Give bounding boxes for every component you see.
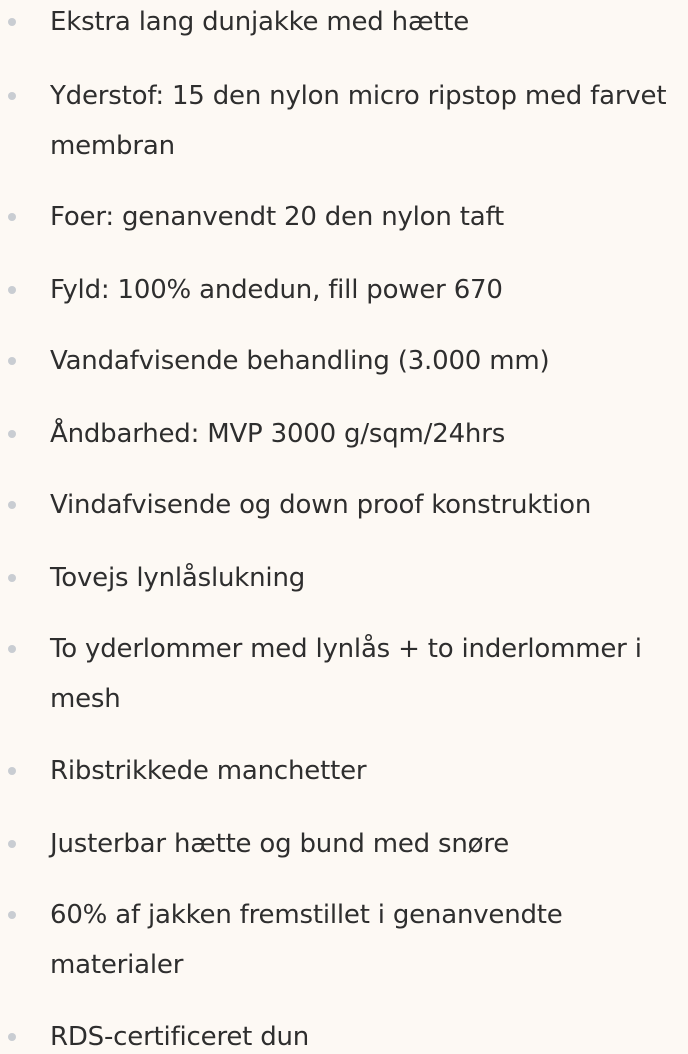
list-item — [0, 819, 688, 869]
list-item — [0, 480, 688, 530]
bullet-dot-icon — [8, 286, 16, 294]
list-item — [0, 336, 688, 386]
list-item-text: Justerbar hætte og bund med snøre — [50, 829, 510, 859]
list-item — [0, 624, 688, 724]
list-item-text: To yderlommer med lynlås + to inderlommer i mesh — [50, 634, 642, 714]
list-item-text: Åndbarhed: MVP 3000 g/sqm/24hrs — [50, 419, 506, 449]
list-item — [0, 553, 688, 603]
bullet-dot-icon — [8, 840, 16, 848]
list-item-text: Vindafvisende og down proof konstruktion — [50, 490, 592, 520]
list-item — [0, 265, 688, 315]
list-item — [0, 409, 688, 459]
list-item — [0, 746, 688, 796]
list-item-text: Fyld: 100% andedun, fill power 670 — [50, 275, 503, 305]
list-item — [0, 192, 688, 242]
list-item-text: Ekstra lang dunjakke med hætte — [50, 7, 470, 37]
bullet-dot-icon — [8, 18, 16, 26]
bullet-dot-icon — [8, 430, 16, 438]
list-item-text: Foer: genanvendt 20 den nylon taft — [50, 202, 504, 232]
list-item — [0, 890, 688, 990]
list-item-text: Ribstrikkede manchetter — [50, 756, 367, 786]
bullet-dot-icon — [8, 501, 16, 509]
bullet-dot-icon — [8, 574, 16, 582]
list-item-text: Vandafvisende behandling (3.000 mm) — [50, 346, 550, 376]
bullet-dot-icon — [8, 213, 16, 221]
bullet-dot-icon — [8, 911, 16, 919]
bullet-dot-icon — [8, 357, 16, 365]
bullet-dot-icon — [8, 92, 16, 100]
list-item-text: RDS-certificeret dun — [50, 1022, 310, 1052]
bullet-dot-icon — [8, 767, 16, 775]
list-item — [0, 1012, 688, 1054]
bullet-dot-icon — [8, 1033, 16, 1041]
list-item — [0, 0, 688, 47]
list-item — [0, 71, 688, 171]
list-item-text: 60% af jakken fremstillet i genanvendte materialer — [50, 900, 563, 980]
list-item-text: Tovejs lynlåslukning — [50, 563, 306, 593]
bullet-dot-icon — [8, 645, 16, 653]
list-item-text: Yderstof: 15 den nylon micro ripstop med farvet membran — [50, 81, 667, 161]
